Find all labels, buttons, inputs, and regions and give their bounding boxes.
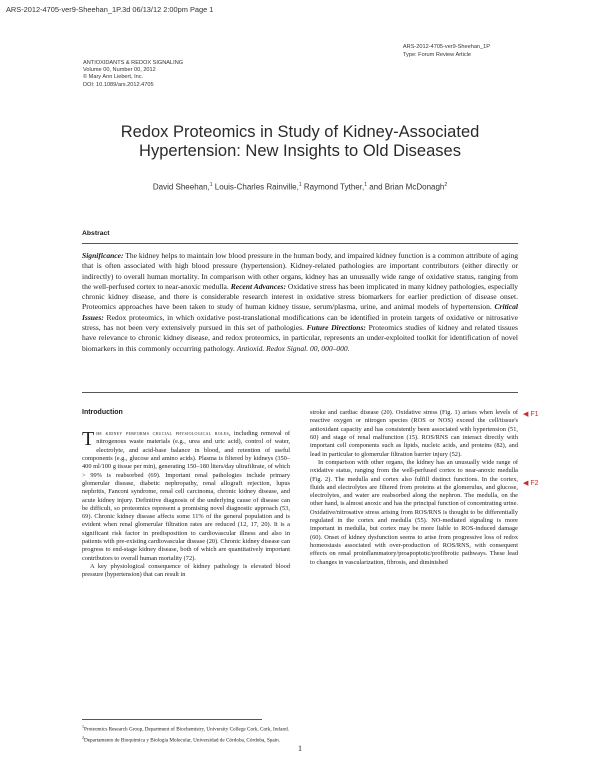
proof-slug: ARS-2012-4705-ver9-Sheehan_1P.3d 06/13/12 2:00pm Page 1 (6, 5, 214, 14)
author-affiliation: 2 (444, 182, 448, 188)
abstract-top-rule (82, 243, 518, 244)
critical-issues-text: Redox proteomics, in which oxidative post-translational modifications can be identified in protein targets of oxidative or nitrosative stress, has not been very extensively pursued in this set of pathologies. (82, 312, 518, 333)
footnote-2-number: 2 (82, 734, 84, 740)
footnote-rule (82, 719, 262, 720)
title-line-2: Hypertension: New Insights to Old Diseases (139, 142, 461, 160)
future-directions-text: Proteomics studies of kidney and related tissues have relevance to chronic kidney disease, and redox proteomics, in particular, represents an under-exploited toolkit for identification of novel biomarkers in this commonly occurring pathology. (82, 323, 518, 353)
intro-paragraph-1-text: including removal of nitrogenous waste materials (e.g., urea and uric acid), control of water, electrolyte, and acid-base balance in blood, and retention of useful components (e.g., glucose and amino acids). Plasma is filtered by kidneys (350–400 ml/100 g tissue per min), generating 150–180 liters/day ultrafiltrate, of which > 99% is reabsorbed (69). Important renal pathologies include primary glomerular disease, diabetic nephropathy, renal allograft rejection, lupus nephritis, Fanconi syndrome, renal cell carcinoma, chronic kidney disease, and acute kidney injury. Definitive diagnosis of the underlying cause of disease can be difficult, so proteomics represent a promising novel diagnostic approach (53, 69). Chronic kidney disease affects some 11% of the general population and is evident when renal glomerular filtration rates are reduced (12, 17, 20). It is a significant risk factor in predisposition to cardiovascular illness and also in patients with pre-existing cardiovascular disease (20). Chronic kidney disease can progress to end-stage kidney disease, both of which are quantitatively important contributors to overall human mortality (72). (82, 430, 290, 562)
significance-label: Significance: (82, 251, 124, 260)
intro-paragraph-4: In comparison with other organs, the kidney has an unusually wide range of oxidative status, ranging from the well-perfused cortex to near-anoxic medulla (Fig. 2). The medulla and cortex also fulfill distinct functions. In the cortex, fluids and electrolytes are filtered from proteins at the glomerulus, and glucose, electrolytes, and water are reabsorbed along the nephron. The medulla, on the other hand, is almost anoxic and has the principal function of concentrating urine. Oxidative/nitrosative stress arising from ROS/RNS is thought to be differentially regulated in the cortex and medulla (55). NO-mediated signaling is more important in medulla, but cortex may be more liable to ROS-induced damage (60). Onset of kidney dysfunction seems to arise from progressive loss of redox homeostasis associated with over-production of ROS/RNS, with consequent effects on renal proinflammatory/proapoptotic/profibrotic pathways. These lead to changes in vascularization, fibrosis, and diminished (310, 458, 518, 566)
author-list (60, 182, 540, 192)
future-directions-label: Future Directions: (306, 323, 366, 333)
journal-volume: Volume 00, Number 00, 2012 (83, 67, 156, 74)
journal-info (83, 60, 183, 89)
article-type-block (403, 43, 490, 59)
author-name: Raymond Tyther, (303, 182, 365, 192)
footnote-2 (82, 734, 518, 745)
footnote-2-text: Departamento de Bioquímica y Biología Molecular, Universidad de Córdoba, Córdoba, Spain. (84, 737, 281, 744)
advances-text: Oxidative stress has been implicated in many kidney pathologies, especially chronic kidney disease, and there is considerable research interest in oxidative stress biomarkers for earlier prediction of disease onset. Proteomics approaches have been taken to study of human kidney tissue, serum/plasma, urine, and animal models of hypertension. (82, 281, 519, 312)
intro-paragraph-1 (82, 430, 290, 563)
footnote-1-text: Proteomics Research Group, Department of Biochemistry, University College Cork, Cork, Ireland. (84, 726, 289, 733)
journal-name: ANTIOXIDANTS & REDOX SIGNALING (83, 60, 184, 66)
author-name: Louis-Charles Rainville, (214, 182, 299, 192)
abstract-heading: Abstract (82, 230, 110, 237)
file-id: ARS-2012-4705-ver9-Sheehan_1P (402, 44, 490, 50)
author-affiliation: 1 (364, 182, 367, 188)
author-affiliation: 1 (298, 182, 302, 188)
significance-text: The kidney helps to maintain low blood pressure in the human body, and impaired kidney function is a common attribute of aging that is often associated with high blood pressure (hypertension). Kidney-related pathologies are important contributors (either directly or indirectly) to overall human mortality. In comparison with other organs, kidney has an unusually wide range of oxidative status, ranging from the well-perfused cortex to near-anoxic medulla. (82, 251, 518, 291)
abstract-citation: Antioxid. Redox Signal. 00, 000–000. (236, 343, 350, 353)
footnotes (82, 723, 518, 744)
author-name: David Sheehan, (152, 182, 210, 192)
intro-paragraph-2: A key physiological consequence of kidney pathology is elevated blood pressure (hypertension) that can result in (82, 563, 290, 579)
footnote-1 (82, 723, 518, 734)
author-name: and Brian McDonagh (369, 182, 445, 192)
journal-doi: DOI: 10.1089/ars.2012.4705 (83, 81, 154, 88)
figure-2-marker: ◀ F2 (523, 480, 539, 487)
critical-issues-label: Critical Issues: (82, 302, 518, 322)
text-column-left (82, 430, 290, 580)
drop-cap: T (82, 428, 95, 450)
intro-smallcaps: he kidney performs crucial physiological roles, (96, 430, 231, 437)
introduction-heading: Introduction (82, 409, 123, 416)
page-number: 1 (298, 744, 302, 753)
advances-label: Recent Advances: (230, 281, 286, 291)
footnote-1-number: 1 (82, 724, 84, 729)
title-line-1: Redox Proteomics in Study of Kidney-Associated (120, 123, 480, 141)
article-type: Type: Forum Review Article (402, 52, 471, 58)
abstract-bottom-rule (82, 392, 518, 393)
journal-copyright: © Mary Ann Liebert, Inc. (83, 74, 144, 81)
figure-1-marker: ◀ F1 (523, 411, 539, 418)
intro-paragraph-3: stroke and cardiac disease (20). Oxidative stress (Fig. 1) arises when levels of reactive oxygen or nitrogen species (ROS or NOS) exceed the cell/tissue's antioxidant capacity and has consistently been associated with hypertension (51, 60) and stage of renal malfunction (15). ROS/RNS can interact directly with important cell components such as lipids, nucleic acids, and proteins (82), and lead in particular to glomerular filtration barrier injury (52). (310, 409, 518, 458)
abstract-body (82, 251, 518, 354)
author-affiliation: 1 (209, 182, 213, 188)
text-column-right (310, 409, 518, 567)
article-title (60, 123, 540, 161)
